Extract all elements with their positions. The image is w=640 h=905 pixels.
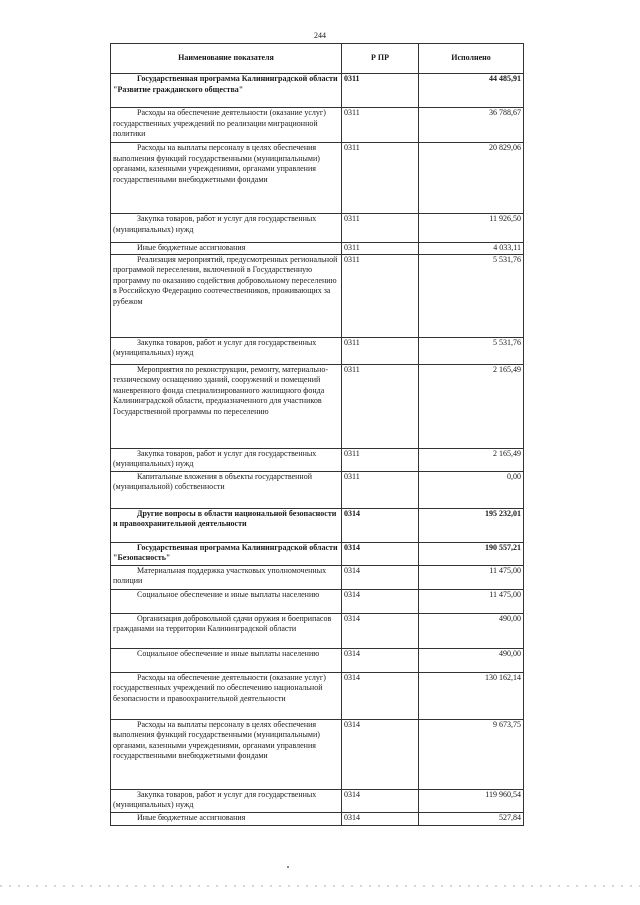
table-row <box>111 364 524 448</box>
section-code-cell: 0311 <box>342 108 419 143</box>
section-code-cell: 0311 <box>342 364 419 448</box>
section-code-cell: 0314 <box>342 789 419 812</box>
table-row <box>111 214 524 243</box>
table-row <box>111 448 524 471</box>
table-row <box>111 243 524 255</box>
scan-artifact-dot <box>287 866 289 868</box>
section-code-cell: 0314 <box>342 613 419 648</box>
table-row <box>111 471 524 508</box>
section-code-cell: 0311 <box>342 448 419 471</box>
section-code-cell: 0314 <box>342 672 419 719</box>
table-row <box>111 254 524 337</box>
indicator-name-cell: Государственная программа Калининградской области "Безопасность" <box>111 542 342 565</box>
table-body <box>111 74 524 826</box>
executed-amount-cell: 2 165,49 <box>419 448 524 471</box>
budget-execution-table <box>110 43 524 826</box>
table-row <box>111 812 524 825</box>
executed-amount-cell: 9 673,75 <box>419 719 524 789</box>
executed-amount-cell: 20 829,06 <box>419 143 524 214</box>
section-code-cell: 0311 <box>342 243 419 255</box>
indicator-name-cell: Закупка товаров, работ и услуг для государственных (муниципальных) нужд <box>111 337 342 364</box>
indicator-name-cell: Закупка товаров, работ и услуг для государственных (муниципальных) нужд <box>111 214 342 243</box>
executed-amount-cell: 0,00 <box>419 471 524 508</box>
executed-amount-cell: 527,84 <box>419 812 524 825</box>
table-row <box>111 143 524 214</box>
executed-amount-cell: 490,00 <box>419 648 524 672</box>
table-row <box>111 108 524 143</box>
indicator-name-cell: Иные бюджетные ассигнования <box>111 243 342 255</box>
executed-amount-cell: 5 531,76 <box>419 337 524 364</box>
section-code-cell: 0311 <box>342 74 419 108</box>
indicator-name-cell: Реализация мероприятий, предусмотренных региональной программой переселения, включенной в Государственную программу по оказанию содействия добровольному переселению в Российскую Федерацию соотечественников, проживающих за рубежом <box>111 254 342 337</box>
indicator-name-cell: Иные бюджетные ассигнования <box>111 812 342 825</box>
indicator-name-cell: Капитальные вложения в объекты государственной (муниципальной) собственности <box>111 471 342 508</box>
indicator-name-cell: Расходы на обеспечение деятельности (оказание услуг) государственных учреждений по реализации миграционной политики <box>111 108 342 143</box>
executed-amount-cell: 130 162,14 <box>419 672 524 719</box>
executed-amount-cell: 11 475,00 <box>419 589 524 613</box>
indicator-name-cell: Социальное обеспечение и иные выплаты населению <box>111 648 342 672</box>
header-indicator-name: Наименование показателя <box>111 44 342 74</box>
indicator-name-cell: Другие вопросы в области национальной безопасности и правоохранительной деятельности <box>111 508 342 542</box>
indicator-name-cell: Расходы на выплаты персоналу в целях обеспечения выполнения функций государственными (муниципальными) органами, казенными учреждениями, органами управления государственными внебюджетными фондами <box>111 143 342 214</box>
section-code-cell: 0311 <box>342 143 419 214</box>
section-code-cell: 0314 <box>342 812 419 825</box>
header-section-code: Р ПР <box>342 44 419 74</box>
table-row <box>111 508 524 542</box>
section-code-cell: 0311 <box>342 214 419 243</box>
table-header-row <box>111 44 524 74</box>
section-code-cell: 0311 <box>342 471 419 508</box>
executed-amount-cell: 4 033,11 <box>419 243 524 255</box>
table-row <box>111 719 524 789</box>
executed-amount-cell: 490,00 <box>419 613 524 648</box>
indicator-name-cell: Материальная поддержка участковых уполномоченных полиции <box>111 565 342 589</box>
table-row <box>111 672 524 719</box>
page-number: 244 <box>314 31 326 40</box>
indicator-name-cell: Организация добровольной сдачи оружия и боеприпасов гражданами на территории Калининградской области <box>111 613 342 648</box>
executed-amount-cell: 36 788,67 <box>419 108 524 143</box>
executed-amount-cell: 119 960,54 <box>419 789 524 812</box>
indicator-name-cell: Закупка товаров, работ и услуг для государственных (муниципальных) нужд <box>111 448 342 471</box>
executed-amount-cell: 190 557,21 <box>419 542 524 565</box>
section-code-cell: 0314 <box>342 508 419 542</box>
indicator-name-cell: Государственная программа Калининградской области "Развитие гражданского общества" <box>111 74 342 108</box>
table-row <box>111 565 524 589</box>
indicator-name-cell: Расходы на выплаты персоналу в целях обеспечения выполнения функций государственными (муниципальными) органами, казенными учреждениями, органами управления государственными внебюджетными фондами <box>111 719 342 789</box>
executed-amount-cell: 44 485,91 <box>419 74 524 108</box>
scan-artifact-line <box>0 885 640 887</box>
executed-amount-cell: 2 165,49 <box>419 364 524 448</box>
section-code-cell: 0314 <box>342 719 419 789</box>
table-row <box>111 542 524 565</box>
section-code-cell: 0311 <box>342 254 419 337</box>
table-row <box>111 648 524 672</box>
executed-amount-cell: 11 926,50 <box>419 214 524 243</box>
executed-amount-cell: 11 475,00 <box>419 565 524 589</box>
table-row <box>111 613 524 648</box>
table-row <box>111 789 524 812</box>
executed-amount-cell: 5 531,76 <box>419 254 524 337</box>
section-code-cell: 0314 <box>342 589 419 613</box>
executed-amount-cell: 195 232,01 <box>419 508 524 542</box>
header-executed: Исполнено <box>419 44 524 74</box>
section-code-cell: 0314 <box>342 565 419 589</box>
indicator-name-cell: Закупка товаров, работ и услуг для государственных (муниципальных) нужд <box>111 789 342 812</box>
section-code-cell: 0314 <box>342 542 419 565</box>
table-row <box>111 589 524 613</box>
table-row <box>111 74 524 108</box>
section-code-cell: 0311 <box>342 337 419 364</box>
section-code-cell: 0314 <box>342 648 419 672</box>
indicator-name-cell: Мероприятия по реконструкции, ремонту, материально-техническому оснащению зданий, сооружений и помещений маневренного фонда специализированного жилищного фонда Калининградской области, предназначенного для участников Государственной программы по переселению <box>111 364 342 448</box>
table-row <box>111 337 524 364</box>
indicator-name-cell: Социальное обеспечение и иные выплаты населению <box>111 589 342 613</box>
indicator-name-cell: Расходы на обеспечение деятельности (оказание услуг) государственных учреждений по обеспечению национальной безопасности и правоохранительной деятельности <box>111 672 342 719</box>
